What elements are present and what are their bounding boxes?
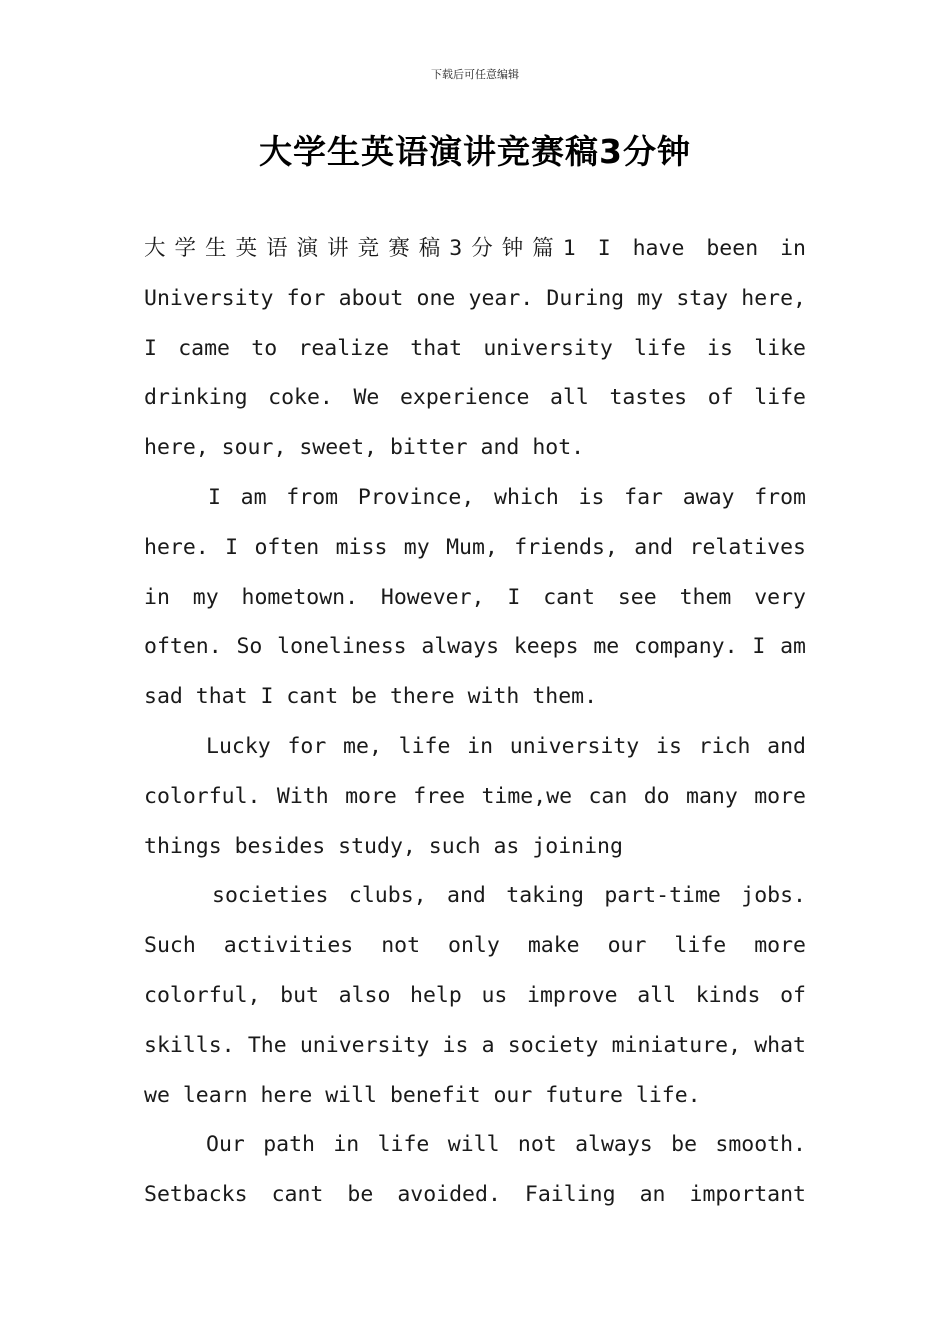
body-line: here. I often miss my Mum, friends, and relatives (144, 534, 806, 560)
body-line: colorful, but also help us improve all kinds of (144, 982, 806, 1008)
body-line: Setbacks cant be avoided. Failing an important (144, 1182, 806, 1208)
body-line: 大学生英语演讲竞赛稿3分钟篇1 I have been in (144, 236, 806, 261)
body-line: often. So loneliness always keeps me company. I am (144, 634, 806, 660)
body-line: I came to realize that university life is like (144, 335, 806, 361)
body-line: University for about one year. During my stay here, (144, 285, 806, 311)
body-line: drinking coke. We experience all tastes of life (144, 385, 806, 411)
body-line: in my hometown. However, I cant see them very (144, 584, 806, 610)
body-line: skills. The university is a society miniature, what (144, 1032, 806, 1058)
body-line: Such activities not only make our life more (144, 933, 806, 959)
document-body (144, 224, 806, 1220)
body-line: we learn here will benefit our future life. (144, 1082, 701, 1108)
header-note: 下载后可任意编辑 (431, 68, 519, 81)
body-line: Lucky for me, life in university is rich and (206, 733, 806, 759)
body-line: I am from Province, which is far away from (208, 484, 806, 510)
body-line: sad that I cant be there with them. (144, 684, 598, 710)
body-line: societies clubs, and taking part-time jobs. (212, 883, 806, 909)
body-line: Our path in life will not always be smooth. (206, 1132, 806, 1158)
document-title: 大学生英语演讲竞赛稿3分钟 (259, 132, 691, 171)
body-line: colorful. With more free time,we can do many more (144, 783, 806, 809)
body-line: here, sour, sweet, bitter and hot. (144, 435, 585, 461)
body-line: things besides study, such as joining (144, 833, 623, 859)
